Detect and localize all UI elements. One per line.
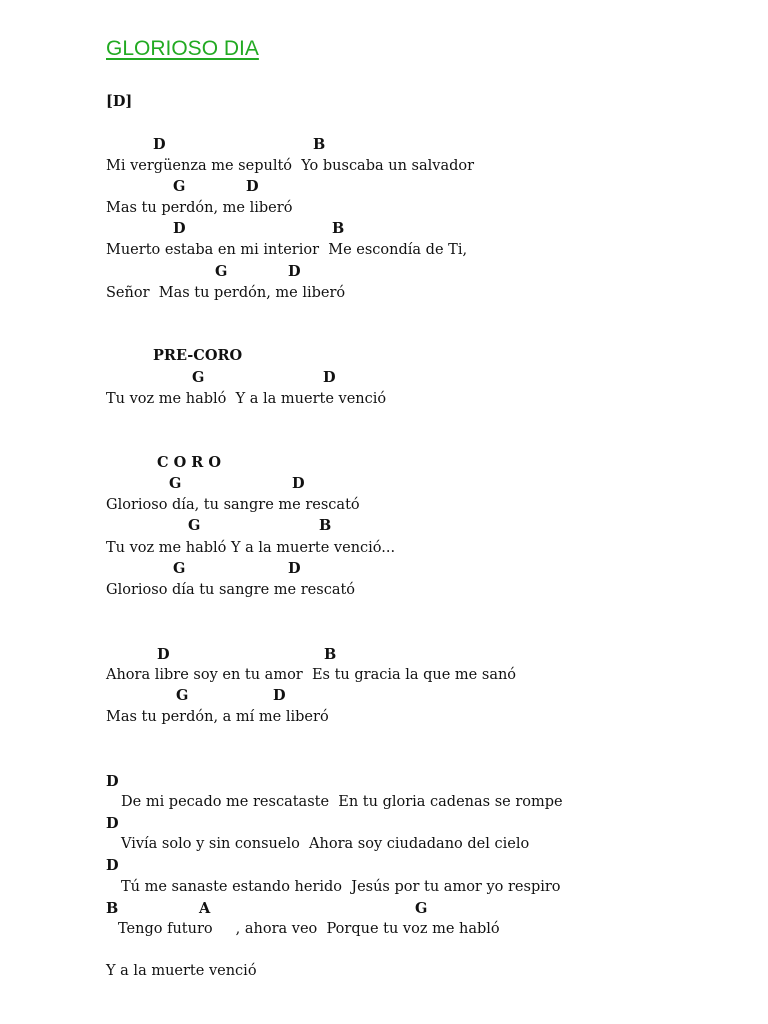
chord: B xyxy=(319,517,332,534)
song-key: [D] xyxy=(106,93,133,110)
chord: G xyxy=(173,178,186,195)
chord: G xyxy=(188,517,201,534)
lyric-line: Vivía solo y sin consuelo Ahora soy ciudadano del cielo xyxy=(121,836,530,852)
lyric-line: Glorioso día tu sangre me rescató xyxy=(106,582,356,598)
section-heading: PRE-CORO xyxy=(153,347,243,364)
lyric-line: Tú me sanaste estando herido Jesús por tu amor yo respiro xyxy=(121,879,561,895)
lyric-line: Mi vergüenza me sepultó Yo buscaba un salvador xyxy=(106,158,475,174)
chord: G xyxy=(215,263,228,280)
chord: D xyxy=(153,136,166,153)
lyric-line: Tu voz me habló Y a la muerte venció xyxy=(106,391,387,407)
lyric-line: De mi pecado me rescataste En tu gloria cadenas se rompe xyxy=(121,794,563,810)
chord: G xyxy=(169,475,182,492)
chord: D xyxy=(106,773,119,790)
chord: B xyxy=(313,136,326,153)
lyric-line: Y a la muerte venció xyxy=(106,963,257,979)
chord: D xyxy=(173,220,186,237)
chord: B xyxy=(332,220,345,237)
chord: D xyxy=(106,815,119,832)
chord: D xyxy=(292,475,305,492)
chord: A xyxy=(199,900,211,917)
section-heading: C O R O xyxy=(157,454,221,471)
chord: D xyxy=(273,687,286,704)
lyric-line: Ahora libre soy en tu amor Es tu gracia la que me sanó xyxy=(106,667,517,683)
chord: G xyxy=(176,687,189,704)
lyric-line: Glorioso día, tu sangre me rescató xyxy=(106,497,360,513)
chord: G xyxy=(173,560,186,577)
chord: D xyxy=(323,369,336,386)
lyric-line: Señor Mas tu perdón, me liberó xyxy=(106,285,346,301)
chord: D xyxy=(288,263,301,280)
lyric-line: Muerto estaba en mi interior Me escondía de Ti, xyxy=(106,242,468,258)
chord: D xyxy=(157,646,170,663)
chord: D xyxy=(106,857,119,874)
lyric-line: Mas tu perdón, me liberó xyxy=(106,200,293,216)
chord: D xyxy=(246,178,259,195)
chord: G xyxy=(415,900,428,917)
lyric-line: Tu voz me habló Y a la muerte venció... xyxy=(106,540,396,556)
chord: G xyxy=(192,369,205,386)
lyric-line: Tengo futuro , ahora veo Porque tu voz me habló xyxy=(118,921,500,937)
chord: B xyxy=(324,646,337,663)
song-title: GLORIOSO DIA xyxy=(106,37,259,60)
chord: B xyxy=(106,900,119,917)
lyric-line: Mas tu perdón, a mí me liberó xyxy=(106,709,329,725)
chord: D xyxy=(288,560,301,577)
